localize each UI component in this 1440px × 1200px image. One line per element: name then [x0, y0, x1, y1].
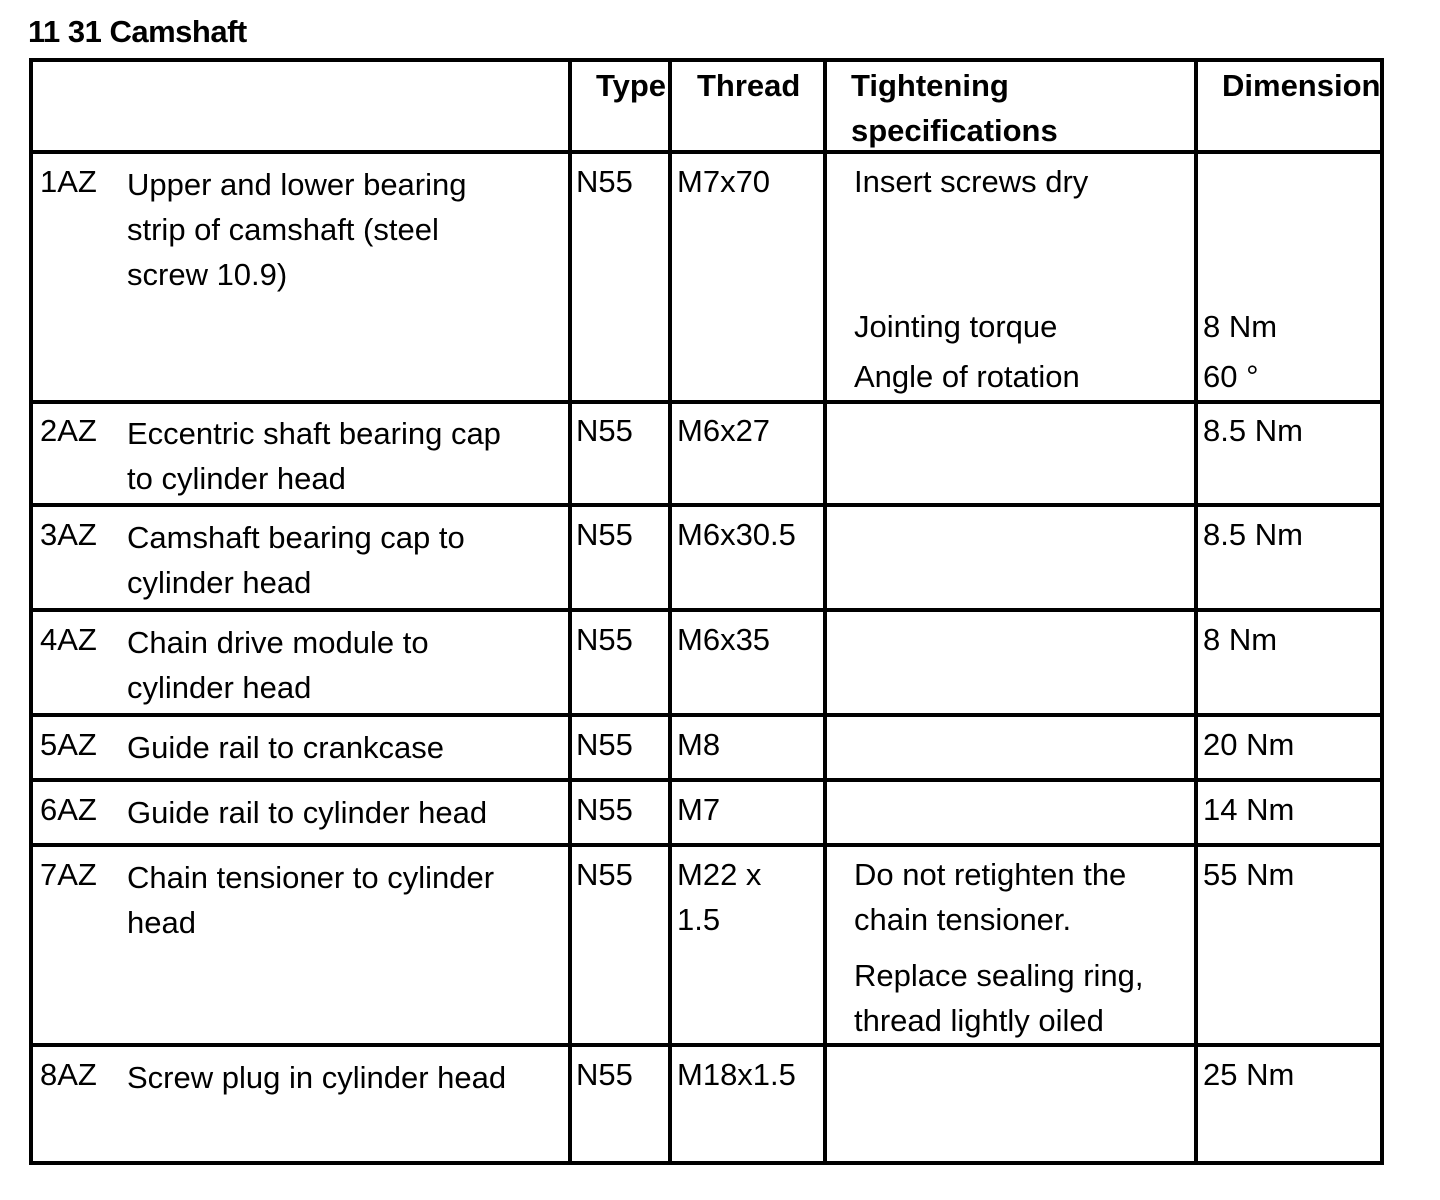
- row-description: Eccentric shaft bearing cap to cylinder head: [127, 416, 501, 496]
- row-description: Chain tensioner to cylinder head: [127, 860, 495, 940]
- header-tightening: [851, 63, 1058, 153]
- header-tightening-line2: specifications: [851, 113, 1058, 148]
- row-id: 5AZ: [40, 727, 97, 762]
- row-thread: M6x30.5: [677, 517, 796, 552]
- row-dimension: 60 °: [1203, 359, 1259, 394]
- header-type: Type: [596, 68, 667, 103]
- row-description: Chain drive module to cylinder head: [127, 625, 429, 705]
- row-description: Guide rail to crankcase: [127, 730, 445, 765]
- row-id: 1AZ: [40, 164, 97, 199]
- row-description: Camshaft bearing cap to cylinder head: [127, 520, 465, 600]
- row-dimension: 25 Nm: [1203, 1057, 1295, 1092]
- row-thread: M18x1.5: [677, 1057, 796, 1092]
- row-id: 6AZ: [40, 792, 97, 827]
- row-thread: M22 x 1.5: [677, 857, 762, 937]
- row-thread: M6x35: [677, 622, 771, 657]
- row-type: N55: [576, 164, 633, 199]
- row-divider: [29, 778, 1384, 782]
- row-divider: [29, 503, 1384, 507]
- row-type: N55: [576, 1057, 633, 1092]
- row-id: 8AZ: [40, 1057, 97, 1092]
- row-spec: Replace sealing ring, thread lightly oiled: [854, 958, 1144, 1038]
- row-type: N55: [576, 727, 633, 762]
- header-dimension: Dimension: [1222, 68, 1381, 103]
- row-id: 4AZ: [40, 622, 97, 657]
- row-id: 3AZ: [40, 517, 97, 552]
- column-divider: [568, 58, 572, 1165]
- row-description: Upper and lower bearing strip of camshaft (steel screw 10.9): [127, 167, 467, 292]
- row-type: N55: [576, 857, 633, 892]
- column-divider: [668, 58, 672, 1165]
- row-type: N55: [576, 622, 633, 657]
- row-divider: [29, 1043, 1384, 1047]
- row-type: N55: [576, 413, 633, 448]
- row-description: Screw plug in cylinder head: [127, 1060, 507, 1095]
- row-dimension: 20 Nm: [1203, 727, 1295, 762]
- row-spec: Do not retighten the chain tensioner.: [854, 857, 1127, 937]
- row-thread: M7: [677, 792, 721, 827]
- page-title: 11 31 Camshaft: [28, 14, 247, 49]
- header-tightening-line1: Tightening: [851, 68, 1009, 103]
- header-thread: Thread: [697, 68, 801, 103]
- row-divider: [29, 400, 1384, 404]
- column-divider: [1194, 58, 1198, 1165]
- row-divider: [29, 713, 1384, 717]
- row-dimension: 14 Nm: [1203, 792, 1295, 827]
- row-spec: Jointing torque: [854, 309, 1058, 344]
- row-dimension: 8 Nm: [1203, 622, 1278, 657]
- row-dimension: 55 Nm: [1203, 857, 1295, 892]
- row-type: N55: [576, 517, 633, 552]
- row-id: 2AZ: [40, 413, 97, 448]
- row-divider: [29, 843, 1384, 847]
- row-divider: [29, 150, 1384, 154]
- row-divider: [29, 608, 1384, 612]
- row-spec: Angle of rotation: [854, 359, 1080, 394]
- row-description: Guide rail to cylinder head: [127, 795, 488, 830]
- row-dimension: 8.5 Nm: [1203, 517, 1303, 552]
- row-dimension: 8 Nm: [1203, 309, 1278, 344]
- row-type: N55: [576, 792, 633, 827]
- row-dimension: 8.5 Nm: [1203, 413, 1303, 448]
- column-divider: [823, 58, 827, 1165]
- row-id: 7AZ: [40, 857, 97, 892]
- row-thread: M6x27: [677, 413, 771, 448]
- row-thread: M7x70: [677, 164, 771, 199]
- row-thread: M8: [677, 727, 721, 762]
- row-spec: Insert screws dry: [854, 164, 1089, 199]
